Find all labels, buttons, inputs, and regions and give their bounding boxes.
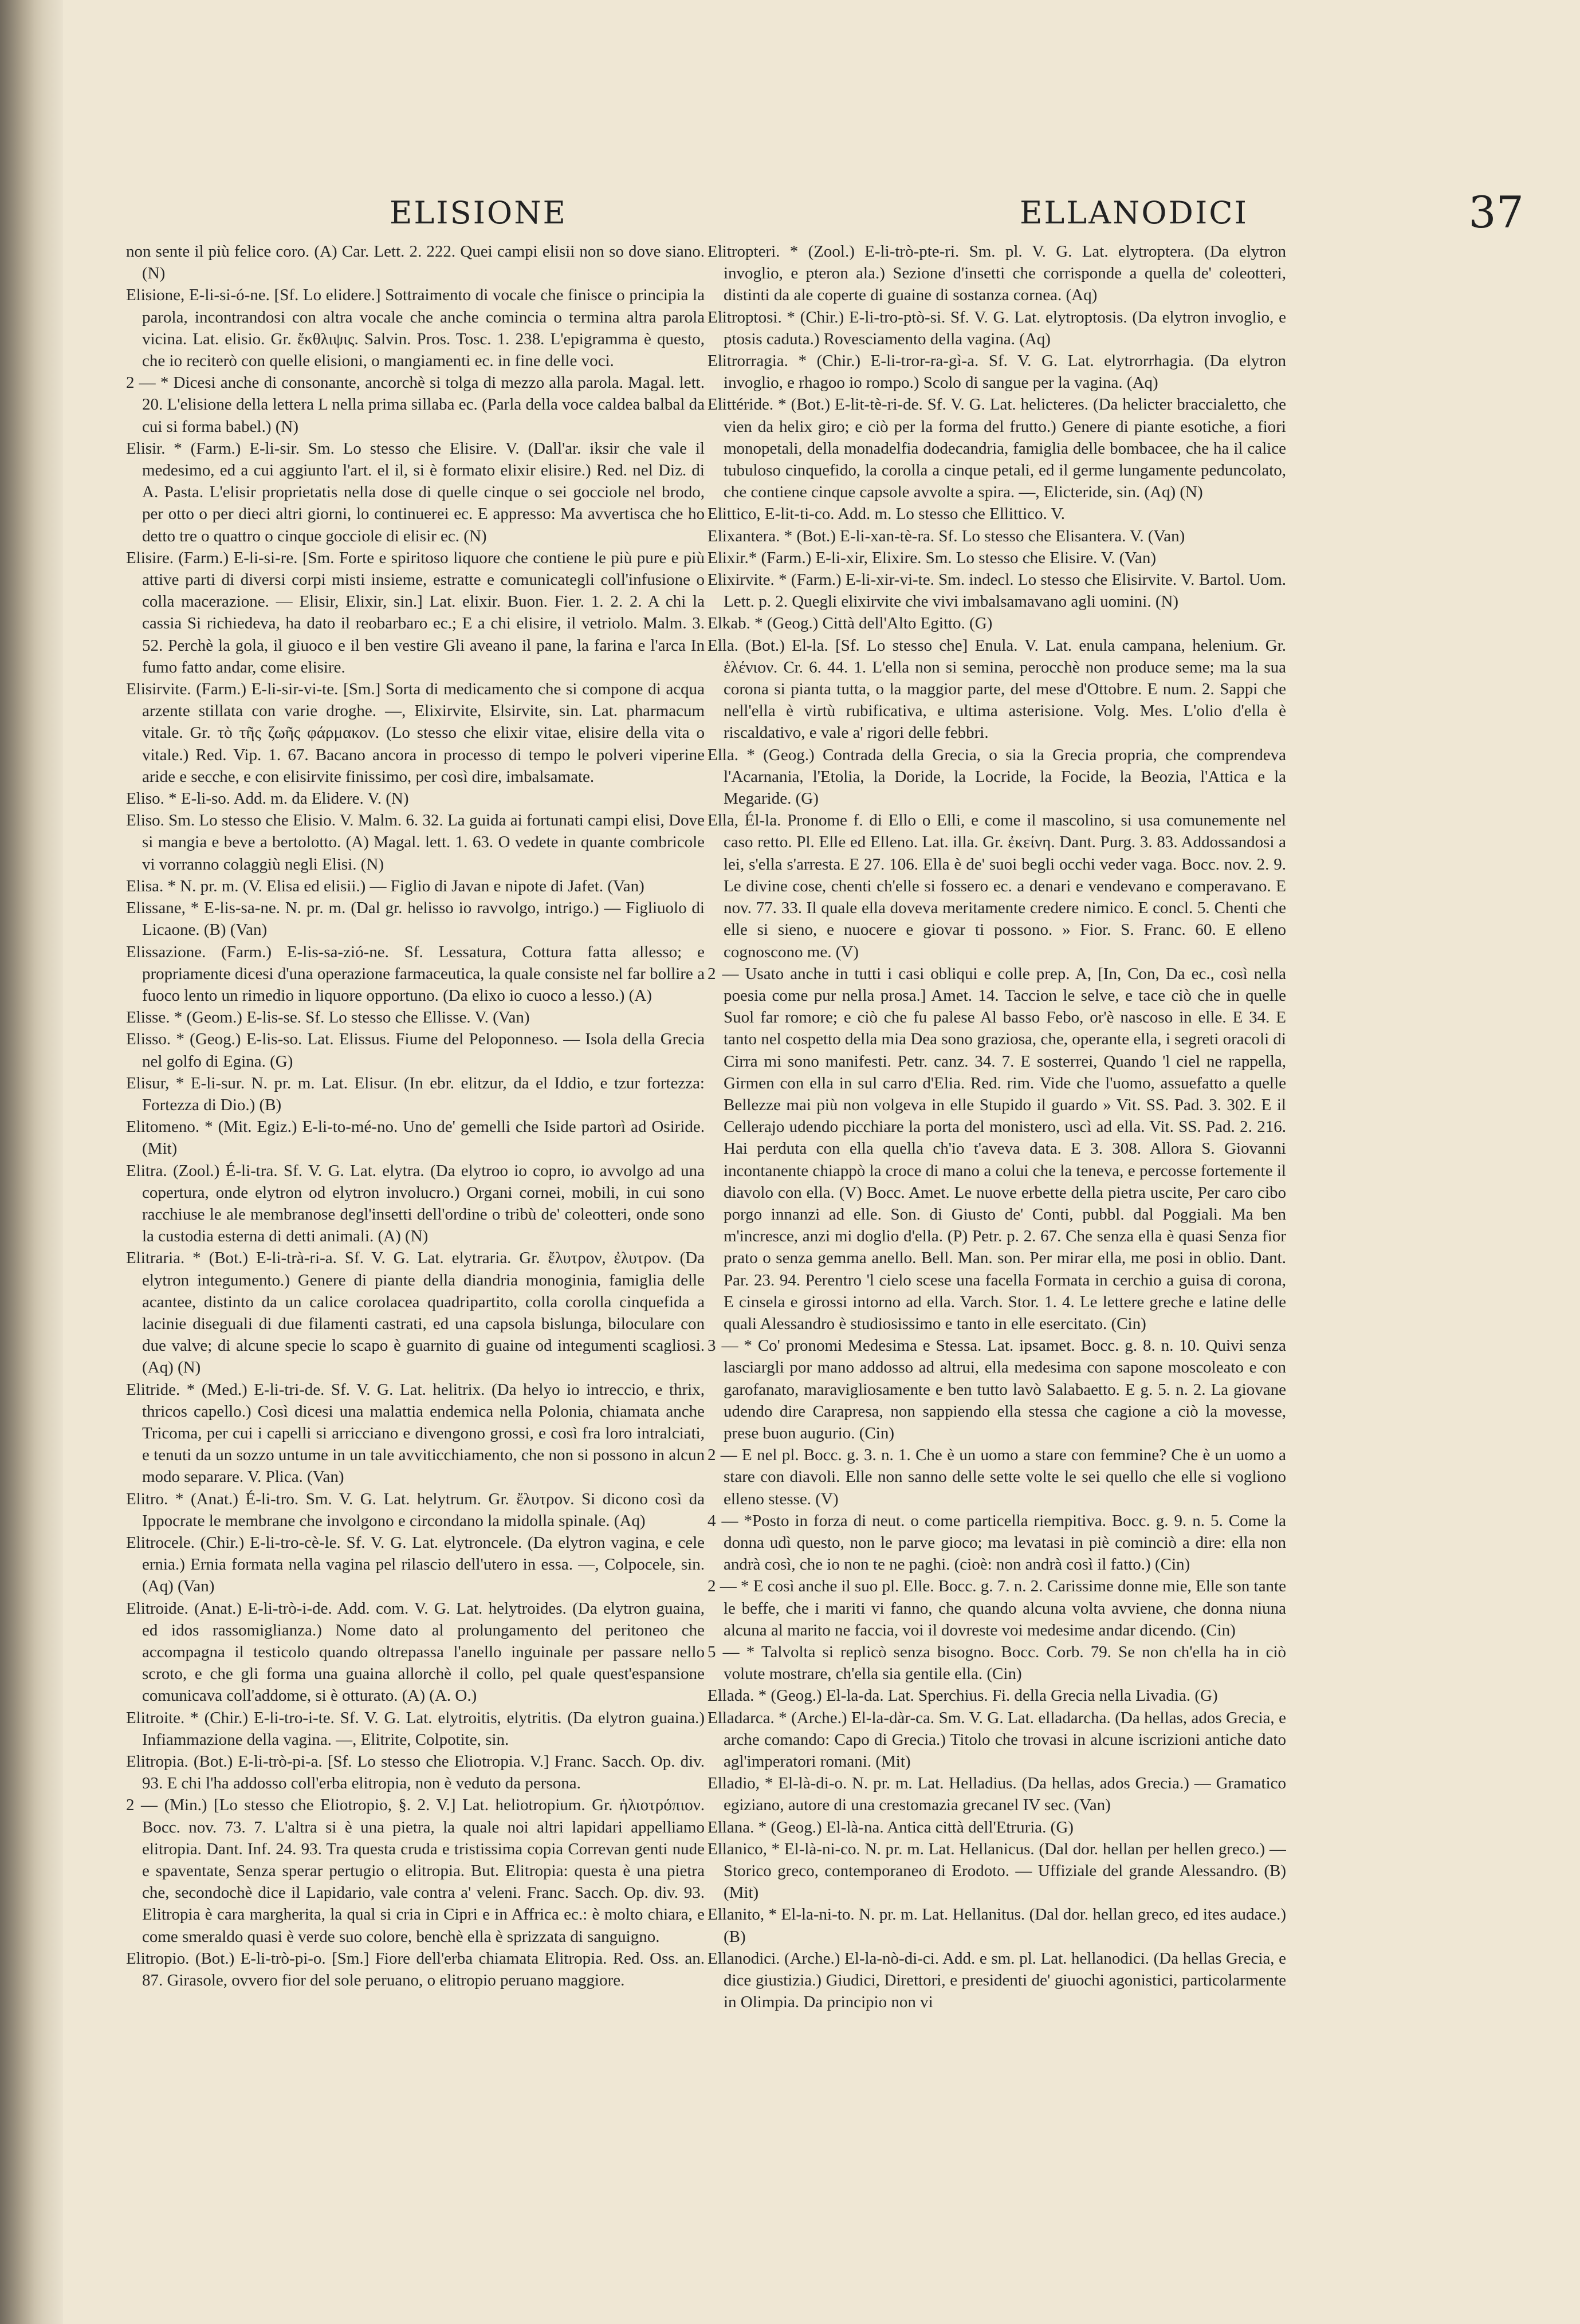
dictionary-entry: 2 — Usato anche in tutti i casi obliqui e colle prep. A, [In, Con, Da ec., così nella poesia come pur nella prosa.] Amet. 14. Taccion le selve, e tace ciò che in quelle Suol far romore; e ciò che fu palese Al basso Febo, or'è nascoso in elle. E 34. E tanto nel cospetto della mia Dea sono graziosa, che, operante ella, i segreti oracoli di Cirra mi sono manifesti. Petr. canz. 34. 7. E sosterrei, Quando 'l ciel ne rappella, Girmen con ella in sul carro d'Elia. Red. rim. Vide che l'uomo, assuefatto a quelle Bellezze mai più non volgeva in elle Stupido il guardo » Vit. SS. Pad. 3. 302. E il Cellerajo udendo picchiare la porta del monistero, uscì ad ella. Vit. SS. Pad. 2. 216. Hai perduta con ella quella ch'io t'aveva data. E 3. 308. Allora S. Giovanni incontanente chiappò la croce di mano a colui che la teneva, e percosse fortemente il diavolo con ella. (V) Bocc. Amet. Le nuove erbette della pietra uscite, Per caro cibo porgo innanzi ad elle. Son. di Giusto de' Conti, pubbl. dal Poggiali. Ma ben m'increscе, anzi mi doglio d'ella. (P) Petr. p. 2. 67. Che senza ella è quasi Senza fior prato o senza gemma anello. Bell. Man. son. Per mirar ella, me posi in oblio. Dant. Par. 23. 94. Perentro 'l cielo scese una facella Formata in cerchio a guisa di corona, E cinsela e girossi intorno ad ella. Varch. Stor. 1. 4. Le lettere greche e latine delle quali Alessandro è studiosissimo e tanto in elle esercitato. (Cin) [708,964,1286,1333]
dictionary-entry: Eliso. Sm. Lo stesso che Elisio. V. Malm. 6. 32. La guida ai fortunati campi elisi, Dove si mangia e beve a bertolotto. (A) Magal. lett. 1. 63. O vedete in quante combricole vi vorranno colaggiù negli Elisi. (N) [126,811,705,874]
dictionary-entry: Elixirvite. * (Farm.) E-li-xir-vi-te. Sm. indecl. Lo stesso che Elisirvite. V. Bartol. Uom. Lett. p. 2. Quegli elixirvite che vivi imbalsamavano agli uomini. (N) [708,571,1286,611]
dictionary-entry: Elisione, E-li-si-ó-ne. [Sf. Lo elidere.] Sottraimento di vocale che finisce o principia la parola, incontrandosi con altra vocale che anche comincia o termina altra parola vicina. Lat. elisio. Gr. ἔκθλιψις. Salvin. Pros. Tosc. 1. 238. L'epigramma è questo, che io reciterò con quelle elisioni, o mangiamenti ec. in fine delle voci. [126,286,705,371]
dictionary-entry: non sente il più felice coro. (A) Car. Lett. 2. 222. Quei campi elisii non so dove siano. (N) [126,242,705,283]
dictionary-entry: Elitride. * (Med.) E-li-tri-de. Sf. V. G. Lat. helitrix. (Da helyo io intreccio, e thrix, thricos capello.) Così dicesi una malattia endemica nella Polonia, chiamata anche Tricoma, per cui i capelli si arricciano e divengono grossi, e così fra loro intralciati, e tenuti da un sozzo untume in un tale avviticchiamento, che non si possono in alcun modo separare. V. Plica. (Van) [126,1380,705,1487]
dictionary-entry: Elisso. * (Geog.) E-lis-so. Lat. Elissus. Fiume del Peloponneso. — Isola della Grecia nel golfo di Egina. (G) [126,1030,705,1071]
dictionary-entry: Elissane, * E-lis-sa-ne. N. pr. m. (Dal gr. helisso io ravvolgo, intrigo.) — Figliuolo di Licaone. (B) (Van) [126,899,705,939]
dictionary-page [63,0,1580,2324]
dictionary-entry: Eliso. * E-li-so. Add. m. da Elidere. V. (N) [126,789,409,808]
dictionary-entry: Elitrorragia. * (Chir.) E-li-tror-ra-gì-a. Sf. V. G. Lat. elytrorrhagia. (Da elytron invoglio, e rhagoo io rompo.) Scolo di sangue per la vagina. (Aq) [708,352,1286,392]
dictionary-entry: Ellanodici. (Arche.) El-la-nò-di-ci. Add. e sm. pl. Lat. hellanodici. (Da hellas Grecia, e dice giustizia.) Giudici, Direttori, e presidenti de' giuochi agonistici, particolarmente in Olimpia. Da principio non vi [708,1949,1286,2012]
dictionary-entry: 5 — * Talvolta si replicò senza bisogno. Bocc. Corb. 79. Se non ch'ella ha in ciò volute mostrare, ch'ella sia gentile ella. (Cin) [708,1643,1286,1684]
dictionary-entry: Elixir.* (Farm.) E-li-xir, Elixire. Sm. Lo stesso che Elisire. V. (Van) [708,548,1157,567]
page-number: 37 [1468,187,1524,238]
running-head-right: ELLANODICI [1020,195,1248,231]
dictionary-entry: 2 — E nel pl. Bocc. g. 3. n. 1. Che è un uomo a stare con femmine? Che è un uomo a stare con diavoli. Elle non sanno delle sette volte le sei quello che elle si vogliono elleno stesse. (V) [708,1446,1286,1508]
dictionary-entry: Elittico, E-lit-ti-co. Add. m. Lo stesso che Ellittico. V. [708,505,1065,524]
dictionary-entry: Elissazione. (Farm.) E-lis-sa-zió-ne. Sf. Lessatura, Cottura fatta allesso; e propriamente dicesi d'una operazione farmaceutica, la quale consiste nel far bollire a fuoco lento un rimedio in liquore opportuno. (Da elixo io cuoco a lesso.) (A) [126,942,705,1005]
dictionary-entry: Elitropteri. * (Zool.) E-li-trò-pte-ri. Sm. pl. V. G. Lat. elytroptera. (Da elytron invoglio, e pteron ala.) Sezione d'insetti che corrisponde a quella de' coleotteri, distinti da ale coperte di guaine di sostanza cornea. (Aq) [708,242,1286,305]
dictionary-entry: Elisir. * (Farm.) E-li-sir. Sm. Lo stesso che Elisire. V. (Dall'ar. iksir che vale il medesimo, ed a cui aggiunto l'art. el il, si è formato elixir elisire.) Red. nel Diz. di A. Pasta. L'elisir proprietatis nella dose di quelle cinque o sei gocciole nel brodo, per otto o per dieci altri giorni, lo continuerei ec. E appresso: Ma avvertisca che ho detto tre o quattro o cinque gocciole di elisir ec. (N) [126,439,705,545]
dictionary-entry: Elisa. * N. pr. m. (V. Elisa ed elisii.) — Figlio di Javan e nipote di Jafet. (Van) [126,876,644,895]
dictionary-entry: Ella. * (Geog.) Contrada della Grecia, o sia la Grecia propria, che comprendeva l'Acarnania, l'Etolia, la Doride, la Locride, la Focide, la Beozia, l'Attica e la Megaride. (G) [708,745,1286,808]
dictionary-entry: Elittéride. * (Bot.) E-lit-tè-ri-de. Sf. V. G. Lat. helicteres. (Da helicter braccialetto, che vien da helix giro; e ciò per la forma del frutto.) Genere di piante esotiche, a fiori monopetali, della monadelfia dodecandria, famiglia delle bombacee, che ha il calice tubuloso cinquefido, la corolla a cinque petali, ed il germe lungamente peduncolato, che contiene cinque capsole avvolte a spira. —, Elicteride, sin. (Aq) (N) [708,395,1286,502]
dictionary-entry: Elitroptosi. * (Chir.) E-li-tro-ptò-si. Sf. V. G. Lat. elytroptosis. (Da elytron invoglio, e ptosis caduta.) Rovesciamento della vagina. (Aq) [708,308,1286,348]
dictionary-entry: Elitropia. (Bot.) E-li-trò-pi-a. [Sf. Lo stesso che Eliotropia. V.] Franc. Sacch. Op. div. 93. E chi l'ha addosso coll'erba elitropia, non è veduto da persona. [126,1752,705,1793]
dictionary-entry: Ella, Él-la. Pronome f. di Ello o Elli, e come il mascolino, si usa comunemente nel caso retto. Pl. Elle ed Elleno. Lat. illa. Gr. ἐκείνη. Dant. Purg. 3. 83. Addossandosi a lei, s'ella s'arresta. E 27. 106. Ella è de' suoi begli occhi veder vaga. Bocc. nov. 2. 9. Le divine cose, chenti ch'elle si fossero ec. a denari e vendevano e comperavano. E nov. 77. 33. Il quale ella doveva meritamente credere nimico. E concl. 5. Chenti che elle si sieno, e nuocere e giovar ti possono. » Fior. S. Franc. 60. E elleno cognoscono me. (V) [708,811,1286,961]
dictionary-entry: Elitomeno. * (Mit. Egiz.) E-li-to-mé-no. Uno de' gemelli che Iside partorì ad Osiride. (Mit) [126,1118,705,1158]
dictionary-entry: Elisire. (Farm.) E-li-si-re. [Sm. Forte e spiritoso liquore che contiene le più pure e più attive parti di diversi corpi misti insieme, estratte e comunicategli coll'infusione o colla macerazione. — Elisir, Elixir, sin.] Lat. elixir. Buon. Fier. 1. 2. 2. A chi la cassia Si richiedeva, ha dato il reobarbaro ec.; E a chi elisire, il vetriolo. Malm. 3. 52. Perchè la gola, il giuoco e il ben vestire Gli aveano il pane, la farina e l'arca In fumo fatto andar, come elisire. [126,548,705,677]
running-head-left: ELISIONE [390,195,567,231]
dictionary-entry: Elitra. (Zool.) É-li-tra. Sf. V. G. Lat. elytra. (Da elytroo io copro, io avvolgo ad una copertura, onde elytron od elytron involucro.) Organi cornei, mobili, in cui sono racchiuse le ale membranose degl'insetti dell'ordine o tribù de' coleotteri, onde sono la custodia esterna di detti animali. (A) (N) [126,1161,705,1246]
dictionary-entry: 2 — * Dicesi anche di consonante, ancorchè si tolga di mezzo alla parola. Magal. lett. 20. L'elisione della lettera L nella prima sillaba ec. (Parla della voce caldea balbal da cui si forma babel.) (N) [126,373,705,436]
dictionary-entry: Ellana. * (Geog.) El-là-na. Antica città dell'Etruria. (G) [708,1818,1074,1837]
dictionary-entry: Elkab. * (Geog.) Città dell'Alto Egitto. (G) [708,614,993,633]
dictionary-entry: Elitropio. (Bot.) E-li-trò-pi-o. [Sm.] Fiore dell'erba chiamata Elitropia. Red. Oss. an. 87. Girasole, ovvero fior del sole peruano, o elitropio peruano maggiore. [126,1949,705,1990]
dictionary-entry: Ellanito, * El-la-ni-to. N. pr. m. Lat. Hellanitus. (Dal dor. hellan greco, ed ites audace.) (B) [708,1905,1286,1946]
dictionary-entry: 4 — *Posto in forza di neut. o come particella riempitiva. Bocc. g. 9. n. 5. Come la donna udì questo, non le parve gioco; ma levatasi in piè cominciò a dire: ella non andrà così, che io non te ne paghi. (cioè: non andrà così il fatto.) (Cin) [708,1511,1286,1574]
dictionary-entry: Ellada. * (Geog.) El-la-da. Lat. Sperchius. Fi. della Grecia nella Livadia. (G) [708,1686,1218,1705]
left-column [126,241,705,2200]
dictionary-entry: Elitroide. (Anat.) E-li-trò-i-de. Add. com. V. G. Lat. helytroides. (Da elytron guaina, ed idos rassomiglianza.) Nome dato al prolungamento del peritoneo che accompagna il testicolo quando oltrepassa l'anello inguinale per passare nello scroto, e che gli forma una guaina allorchè il collo, pel quale quest'espansione comunicava coll'addome, si è otturato. (A) (A. O.) [126,1599,705,1705]
dictionary-entry: Elisur, * E-li-sur. N. pr. m. Lat. Elisur. (In ebr. elitzur, da el Iddio, e tzur fortezza: Fortezza di Dio.) (B) [126,1073,705,1114]
page-header [178,187,1524,238]
dictionary-entry: Elitroite. * (Chir.) E-li-tro-i-te. Sf. V. G. Lat. elytroitis, elytritis. (Da elytron guaina.) Infiammazione della vagina. —, Elitrite, Colpotite, sin. [126,1708,705,1749]
right-column [708,241,1286,2200]
dictionary-entry: Ellanico, * El-là-ni-co. N. pr. m. Lat. Hellanicus. (Dal dor. hellan per hellen greco.) — Storico greco, contemporaneo di Erodoto. — Uffiziale del grande Alessandro. (B) (Mit) [708,1839,1286,1902]
dictionary-entry: Elisse. * (Geom.) E-lis-se. Sf. Lo stesso che Ellisse. V. (Van) [126,1008,530,1027]
dictionary-entry: Elladarca. * (Arche.) El-la-dàr-ca. Sm. V. G. Lat. elladarcha. (Da hellas, ados Grecia, e arche comando: Capo di Grecia.) Titolo che trovasi in alcune iscrizioni antiche dato agl'imperatori romani. (Mit) [708,1708,1286,1771]
dictionary-entry: Elladio, * El-là-di-o. N. pr. m. Lat. Helladius. (Da hellas, ados Grecia.) — Gramatico egiziano, autore di una crestomazia grecanel IV sec. (Van) [708,1774,1286,1815]
dictionary-entry: Ella. (Bot.) El-la. [Sf. Lo stesso che] Enula. V. Lat. enula campana, helenium. Gr. ἑλένιον. Cr. 6. 44. 1. L'ella non si semina, perocchè non produce seme; ma la sua corona si pianta tutta, o la maggior parte, del mese d'Ottobre. E num. 2. Sappi che nell'ella è virtù rubificativa, e ultima asterisione. Volg. Mes. L'olio d'ella è riscaldativo, e vale a' rigori delle febbri. [708,636,1286,742]
dictionary-entry: Elitraria. * (Bot.) E-li-trà-ri-a. Sf. V. G. Lat. elytraria. Gr. ἔλυτρον, ἐλυτρον. (Da elytron integumento.) Genere di piante della diandria monoginia, famiglia delle acantee, distinto da un calice corolacea quadripartito, colla corolla cinquefida a lacinie diseguali di due filamenti castrati, ed una capsola bislunga, biloculare con due valve; di alcune specie lo scapo è guarnito di guaine od integumenti scagliosi. (Aq) (N) [126,1249,705,1377]
dictionary-entry: 2 — * E così anche il suo pl. Elle. Bocc. g. 7. n. 2. Carissime donne mie, Elle son tante le beffe, che i mariti vi fanno, che quando alcuna volta avviene, che donna niuna alcuna al marito ne faccia, voi il dovreste voi medesime andar dicendo. (Cin) [708,1577,1286,1639]
dictionary-entry: Elixantera. * (Bot.) E-li-xan-tè-ra. Sf. Lo stesso che Elisantera. V. (Van) [708,526,1185,545]
dictionary-entry: Elitrocele. (Chir.) E-li-tro-cè-le. Sf. V. G. Lat. elytroncele. (Da elytron vagina, e cele ernia.) Ernia formata nella vagina pel rilascio dell'utero in essa. —, Colpocele, sin. (Aq) (Van) [126,1533,705,1596]
dictionary-entry: 3 — * Co' pronomi Medesima e Stessa. Lat. ipsamet. Bocc. g. 8. n. 10. Quivi senza lasciargli por mano addosso ad altrui, ella medesima con sapone moscoleato e con garofanato, maravigliosamente e ben tutto lavò Salabaetto. E g. 5. n. 2. La giovane udendo dire Carapresa, non sappiendo ella stessa che cagione a ciò la movesse, prese buon augurio. (Cin) [708,1336,1286,1442]
dictionary-entry: Elisirvite. (Farm.) E-li-sir-vi-te. [Sm.] Sorta di medicamento che si compone di acqua arzente stillata con varie droghe. —, Elixirvite, Elsirvite, sin. Lat. pharmacum vitale. Gr. τὸ τῆς ζωῆς φάρμακον. (Lo stesso che elixir vitae, elisire della vita o vitale.) Red. Vip. 1. 67. Bacano ancora in processo di tempo le polveri viperine aride e secche, e con elisirvite finissimo, per così dire, imbalsamate. [126,680,705,786]
dictionary-entry: 2 — (Min.) [Lo stesso che Eliotropio, §. 2. V.] Lat. heliotropium. Gr. ἡλιοτρόπιον. Bocc. nov. 73. 7. L'altra si è una pietra, la quale noi altri lapidari appelliamo elitropia. Dant. Inf. 24. 93. Tra questa cruda e tristissima copia Correvan genti nude e spaventate, Senza sperar pertugio o elitropia. But. Elitropia: questa è una pietra che, secondochè dice il Lapidario, vale contra a' veleni. Franc. Sacch. Op. div. 93. Elitropia è cara margherita, la qual si cria in Cipri e in Affrica ec.: è molto chiara, e come smeraldo quasi è verde suo colore, benchè ella è sprizzata di sanguigno. [126,1796,705,1946]
dictionary-entry: Elitro. * (Anat.) É-li-tro. Sm. V. G. Lat. helytrum. Gr. ἔλυτρον. Si dicono così da Ippocrate le membrane che involgono e circondano la midolla spinale. (Aq) [126,1489,705,1530]
fold-shadow [0,0,34,2324]
